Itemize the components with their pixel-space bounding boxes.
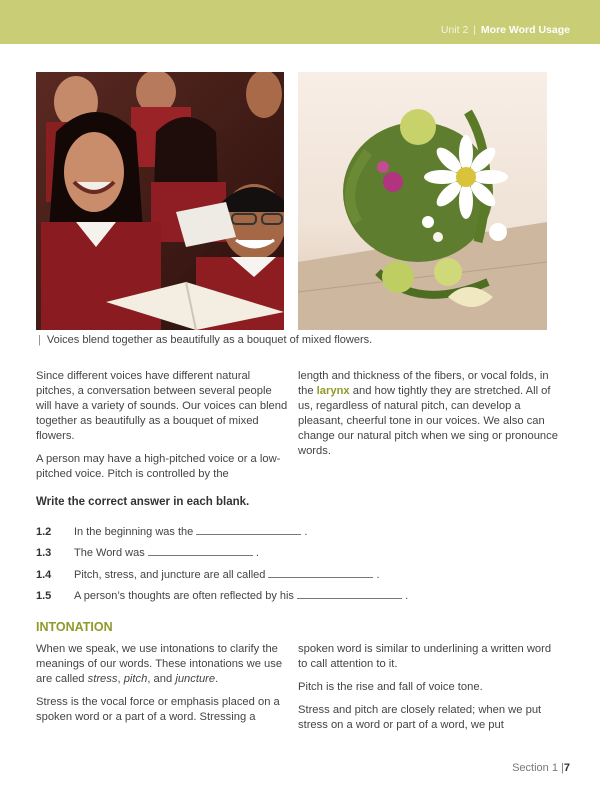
term-juncture: juncture [175,673,216,685]
answer-blank[interactable] [297,588,402,599]
intonation-paragraph-5: Stress and pitch are closely related; when we put stress on a word or part of a word, we put [298,704,542,731]
footer-separator: | [561,762,564,774]
intonation-paragraph-2: Stress is the vocal force or emphasis placed on a spoken word or a part of a word. Stressing a [36,696,280,723]
question-end: . [405,590,409,602]
intonation-text: When we speak, we use intonations to clarify the meanings of our words. These intonations we use are called [36,643,283,685]
footer-section: Section 1 [512,762,558,774]
question-1-3 [36,545,259,561]
intonation-paragraph-4: Pitch is the rise and fall of voice tone. [298,681,483,693]
intonation-paragraph-3: spoken word is similar to underlining a written word to call attention to it. [298,643,552,670]
running-header [441,24,570,36]
question-number: 1.5 [36,590,52,602]
unit-label: Unit 2 [440,24,469,36]
question-end: . [376,569,380,581]
header-separator: | [473,24,476,36]
intonation-right-column [298,642,560,741]
intro-right-column [298,369,560,467]
intro-paragraph-1: Since different voices have different natural pitches, a conversation between several people will have a variety of sounds. Our voices can blend together as beautifully as a bouquet of mixed flowers. [36,370,288,442]
question-text: In the beginning was the [74,526,194,538]
intro-paragraph-2: A person may have a high-pitched voice or a low-pitched voice. Pitch is controlled by the [36,453,281,480]
page-number: 7 [563,762,570,774]
question-1-5 [36,588,408,604]
page-footer [512,762,570,774]
question-text: The Word was [74,547,145,559]
intonation-comma: , [117,673,124,685]
intonation-and: , and [147,673,176,685]
term-pitch: pitch [123,673,148,685]
caption-bar: | [38,334,41,346]
figure-caption [38,334,558,346]
term-stress: stress [87,673,118,685]
intonation-left-column [36,642,288,733]
caption-text: Voices blend together as beautifully as a bouquet of mixed flowers. [46,334,373,346]
intro-text-before-term: length and thickness of the fibers, or vocal folds, in the [298,370,549,397]
answer-blank[interactable] [268,567,373,578]
question-1-4 [36,567,380,583]
question-number: 1.3 [36,547,52,559]
intonation-paragraph-1 [36,642,288,687]
question-number: 1.2 [36,526,52,538]
intonation-heading: INTONATION [36,620,113,634]
glossary-term-larynx[interactable]: larynx [316,385,350,397]
intro-paragraph-3 [298,369,560,459]
intro-left-column [36,369,288,490]
intro-text-after-term: and how tightly they are stretched. All of us, regardless of natural pitch, can develop a pleasant, cheerful tone in our voices. We also can change our natural pitch when we sing or pronounce words. [298,385,558,457]
exercise-instructions: Write the correct answer in each blank. [36,496,250,508]
choir-photo [36,72,284,330]
header-band [0,0,600,44]
unit-title: More Word Usage [480,24,570,36]
answer-blank[interactable] [148,545,253,556]
question-end: . [255,547,259,559]
bouquet-photo [298,72,547,330]
question-text: Pitch, stress, and juncture are all called [74,569,266,581]
question-end: . [304,526,308,538]
question-text: A person’s thoughts are often reflected by his [74,590,294,602]
question-number: 1.4 [36,569,52,581]
intonation-period: . [215,673,219,685]
answer-blank[interactable] [196,524,301,535]
question-1-2 [36,524,307,540]
